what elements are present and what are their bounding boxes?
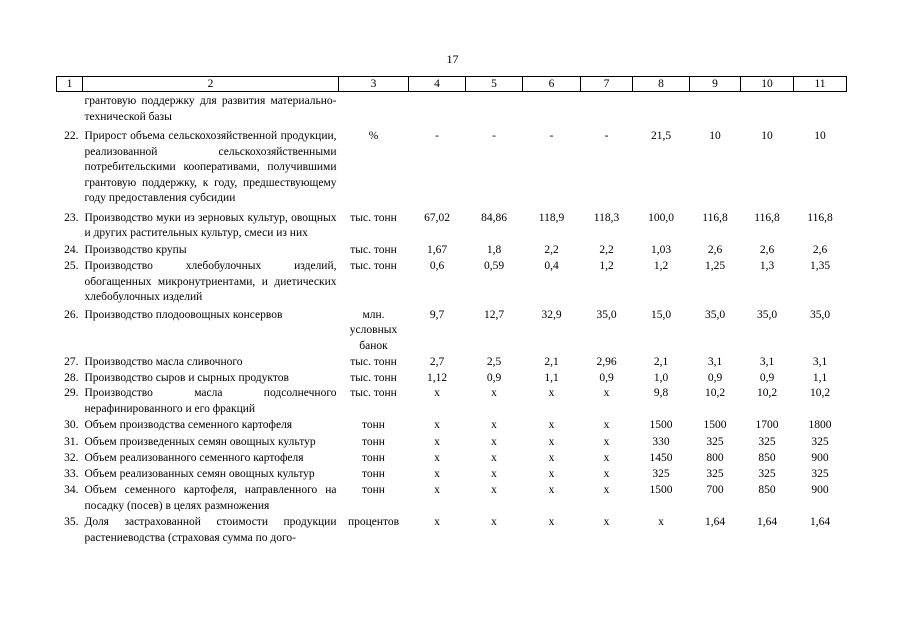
value-cell: 116,8 <box>807 211 833 224</box>
indicators-table <box>56 76 847 546</box>
value-cell: 1,67 <box>426 243 448 256</box>
value-cell: х <box>548 484 555 496</box>
value-cell: 15,0 <box>650 308 672 321</box>
value-cell: х <box>491 419 497 431</box>
value-cell <box>794 92 847 126</box>
value-cell: 118,9 <box>538 211 565 224</box>
value-cell: 118,3 <box>593 211 620 224</box>
value-cell: 1,03 <box>650 243 672 256</box>
value-cell: 2,6 <box>707 243 723 256</box>
value-cell: 2,2 <box>599 243 614 256</box>
unit-cell: процентов <box>347 516 400 528</box>
value-cell: х <box>603 419 610 431</box>
value-cell: 330 <box>652 435 670 448</box>
row-number: 33. <box>64 467 79 480</box>
indicator-name: Объем произведенных семян овощных культур <box>84 435 316 448</box>
value-cell: 84,86 <box>481 211 507 224</box>
column-header: 4 <box>409 77 466 92</box>
value-cell: 700 <box>706 484 724 496</box>
unit-cell: тыс. тонн <box>350 356 397 368</box>
value-cell <box>523 92 581 126</box>
value-cell: х <box>434 484 440 496</box>
value-cell: 10,2 <box>704 387 726 399</box>
value-cell: х <box>548 467 555 480</box>
value-cell: х <box>491 435 497 448</box>
value-cell: 10,2 <box>809 387 831 399</box>
value-cell: х <box>548 452 555 464</box>
indicator-name: Производство сыров и сырных продуктов <box>84 371 289 384</box>
value-cell: х <box>548 435 555 448</box>
value-cell: 2,1 <box>653 356 669 368</box>
value-cell: 3,1 <box>812 356 828 368</box>
unit-cell: тонн <box>362 435 385 448</box>
indicator-name: Объем реализованного семенного картофеля <box>84 452 304 464</box>
value-cell: 0,4 <box>544 260 559 272</box>
value-cell: 325 <box>758 467 776 480</box>
value-cell <box>633 92 690 126</box>
value-cell: 3,1 <box>759 356 775 368</box>
value-cell: - <box>549 130 554 142</box>
value-cell: 0,9 <box>599 371 614 384</box>
indicator-name: грантовую поддержку для развития материально-технической базы <box>84 95 337 123</box>
value-cell: 900 <box>811 484 829 496</box>
header-row <box>57 77 847 92</box>
value-cell: х <box>603 387 610 399</box>
column-header: 10 <box>741 77 794 92</box>
unit-cell <box>339 92 409 126</box>
indicator-name: Прирост объема сельскохозяйственной продукции, реализованной сельскохозяйственными потребительскими кооперативами, получившими грантовую поддержку, к году, предшествующему году предоставления субсидии <box>84 130 337 204</box>
value-cell: 116,8 <box>754 211 780 224</box>
value-cell: х <box>491 484 497 496</box>
value-cell: 9,8 <box>653 387 669 399</box>
value-cell: 0,59 <box>483 260 505 272</box>
column-header: 1 <box>57 77 83 92</box>
unit-cell: тонн <box>362 484 385 496</box>
value-cell: х <box>491 452 497 464</box>
indicator-name: Производство плодоовощных консервов <box>84 308 283 321</box>
value-cell: 12,7 <box>483 308 505 321</box>
unit-cell: тонн <box>362 467 385 480</box>
row-number: 28. <box>64 371 79 384</box>
column-header: 6 <box>523 77 581 92</box>
row-number: 25. <box>64 260 79 272</box>
value-cell: 10 <box>761 130 773 142</box>
value-cell: 35,0 <box>704 308 726 321</box>
row-number: 30. <box>64 419 79 431</box>
value-cell: - <box>492 130 496 142</box>
value-cell: х <box>434 435 440 448</box>
table-row <box>57 306 847 355</box>
value-cell: 2,96 <box>596 356 617 368</box>
table-row <box>57 514 847 546</box>
column-header: 8 <box>633 77 690 92</box>
unit-cell: млн. условных банок <box>349 308 398 352</box>
unit-cell: тонн <box>362 452 385 464</box>
indicator-name: Производство муки из зерновых культур, овощных и других растительных культур, смеси из них <box>84 211 337 239</box>
unit-cell: % <box>368 130 379 142</box>
value-cell: 325 <box>758 435 776 448</box>
value-cell: 35,0 <box>596 308 617 321</box>
value-cell: 0,9 <box>707 371 723 384</box>
value-cell: 10,2 <box>756 387 778 399</box>
value-cell: 35,0 <box>756 308 778 321</box>
value-cell: х <box>603 484 610 496</box>
value-cell: х <box>434 516 440 528</box>
value-cell: 2,6 <box>759 243 775 256</box>
value-cell: 325 <box>706 435 724 448</box>
row-number: 24. <box>64 243 79 256</box>
unit-cell: тыс. тонн <box>350 260 397 272</box>
table-row <box>57 482 847 514</box>
column-header: 11 <box>794 77 847 92</box>
row-number: 34. <box>64 484 79 496</box>
value-cell: 0,6 <box>429 260 445 272</box>
value-cell: х <box>434 419 440 431</box>
row-number: 22. <box>64 130 79 142</box>
table-row <box>57 450 847 467</box>
value-cell: 2,2 <box>544 243 559 256</box>
page-number: 17 <box>446 52 459 66</box>
unit-cell: тыс. тонн <box>350 371 397 384</box>
table-body <box>57 92 847 547</box>
unit-cell: тыс. тонн <box>350 387 397 399</box>
value-cell: 1,1 <box>544 371 559 384</box>
value-cell: 67,02 <box>424 211 450 224</box>
value-cell: 1,2 <box>599 260 614 272</box>
row-number: 26. <box>64 308 79 321</box>
table-row <box>57 467 847 483</box>
value-cell: 325 <box>811 467 829 480</box>
value-cell: 1,35 <box>809 260 831 272</box>
value-cell: х <box>548 387 555 399</box>
value-cell: 1800 <box>808 419 832 431</box>
table-row <box>57 207 847 242</box>
indicator-name: Объем семенного картофеля, направленного на посадку (посев) в целях размножения <box>84 484 337 512</box>
value-cell: 1,64 <box>704 516 726 528</box>
table-row <box>57 434 847 451</box>
indicator-name: Объем реализованных семян овощных культур <box>84 467 315 480</box>
row-number: 32. <box>64 452 79 464</box>
table-row <box>57 417 847 434</box>
value-cell: 2,6 <box>812 243 828 256</box>
row-number: 29. <box>64 387 79 399</box>
column-header: 9 <box>690 77 741 92</box>
value-cell: 3,1 <box>707 356 723 368</box>
value-cell: 1,64 <box>809 516 831 528</box>
value-cell: х <box>603 516 610 528</box>
value-cell: 325 <box>811 435 829 448</box>
value-cell <box>741 92 794 126</box>
value-cell: 21,5 <box>650 130 672 142</box>
row-number: 31. <box>64 435 79 448</box>
value-cell: 1,0 <box>653 371 669 384</box>
value-cell: 10 <box>709 130 721 142</box>
row-number <box>57 92 83 126</box>
value-cell: х <box>491 387 497 399</box>
row-number: 35. <box>64 516 79 528</box>
value-cell: 35,0 <box>809 308 831 321</box>
value-cell: х <box>603 467 610 480</box>
value-cell <box>690 92 741 126</box>
value-cell: 1,12 <box>426 371 448 384</box>
value-cell: 9,7 <box>429 308 445 321</box>
value-cell: х <box>491 516 497 528</box>
table-row <box>57 242 847 259</box>
value-cell: х <box>548 419 555 431</box>
unit-cell: тонн <box>362 419 385 431</box>
table-row <box>57 371 847 387</box>
value-cell: 2,1 <box>544 356 559 368</box>
column-header: 7 <box>581 77 633 92</box>
value-cell: 0,9 <box>759 371 775 384</box>
indicator-name: Производство масла сливочного <box>84 356 243 368</box>
column-header: 3 <box>339 77 409 92</box>
value-cell: - <box>604 130 609 142</box>
value-cell: х <box>434 452 440 464</box>
value-cell <box>466 92 523 126</box>
value-cell: х <box>434 467 440 480</box>
value-cell: х <box>548 516 555 528</box>
value-cell: 1,8 <box>486 243 502 256</box>
value-cell: 1,3 <box>759 260 775 272</box>
value-cell: 900 <box>811 452 829 464</box>
value-cell: х <box>434 387 440 399</box>
value-cell: 1500 <box>649 419 673 431</box>
value-cell <box>409 92 466 126</box>
column-header: 5 <box>466 77 523 92</box>
value-cell: 2,5 <box>486 356 502 368</box>
value-cell: 1,1 <box>812 371 828 384</box>
unit-cell: тыс. тонн <box>350 243 397 256</box>
value-cell: 1,25 <box>704 260 726 272</box>
value-cell: 325 <box>652 467 670 480</box>
value-cell: 116,8 <box>702 211 728 224</box>
indicator-name: Объем производства семенного картофеля <box>84 419 293 431</box>
value-cell: 2,7 <box>429 356 445 368</box>
value-cell: 1700 <box>755 419 779 431</box>
value-cell <box>581 92 633 126</box>
table-row <box>57 386 847 417</box>
indicator-name: Производство масла подсолнечного нерафинированного и его фракций <box>84 387 337 415</box>
value-cell: х <box>658 516 664 528</box>
value-cell: 850 <box>758 484 776 496</box>
value-cell: 800 <box>706 452 724 464</box>
table-row <box>57 92 847 126</box>
value-cell: х <box>603 435 610 448</box>
value-cell: 100,0 <box>648 211 674 224</box>
table-row <box>57 125 847 207</box>
column-header: 2 <box>83 77 339 92</box>
row-number: 23. <box>64 211 79 224</box>
row-number: 27. <box>64 356 79 368</box>
value-cell: 1,2 <box>653 260 669 272</box>
value-cell: - <box>435 130 439 142</box>
table-row <box>57 354 847 371</box>
value-cell: 1,64 <box>756 516 778 528</box>
indicator-name: Производство хлебобулочных изделий, обогащенных микронутриентами, и диетических хлебобулочных изделий <box>84 260 337 303</box>
value-cell: 10 <box>814 130 826 142</box>
value-cell: 325 <box>706 467 724 480</box>
value-cell: 32,9 <box>541 308 562 321</box>
indicator-name: Доля застрахованной стоимости продукции растениеводства (страховая сумма по дого- <box>84 516 337 544</box>
value-cell: 1500 <box>703 419 727 431</box>
value-cell: х <box>491 467 497 480</box>
value-cell: 850 <box>758 452 776 464</box>
value-cell: 0,9 <box>486 371 502 384</box>
unit-cell: тыс. тонн <box>350 211 397 224</box>
value-cell: 1500 <box>649 484 673 496</box>
table-row <box>57 258 847 306</box>
indicator-name: Производство крупы <box>84 243 187 256</box>
value-cell: х <box>603 452 610 464</box>
value-cell: 1450 <box>649 452 673 464</box>
